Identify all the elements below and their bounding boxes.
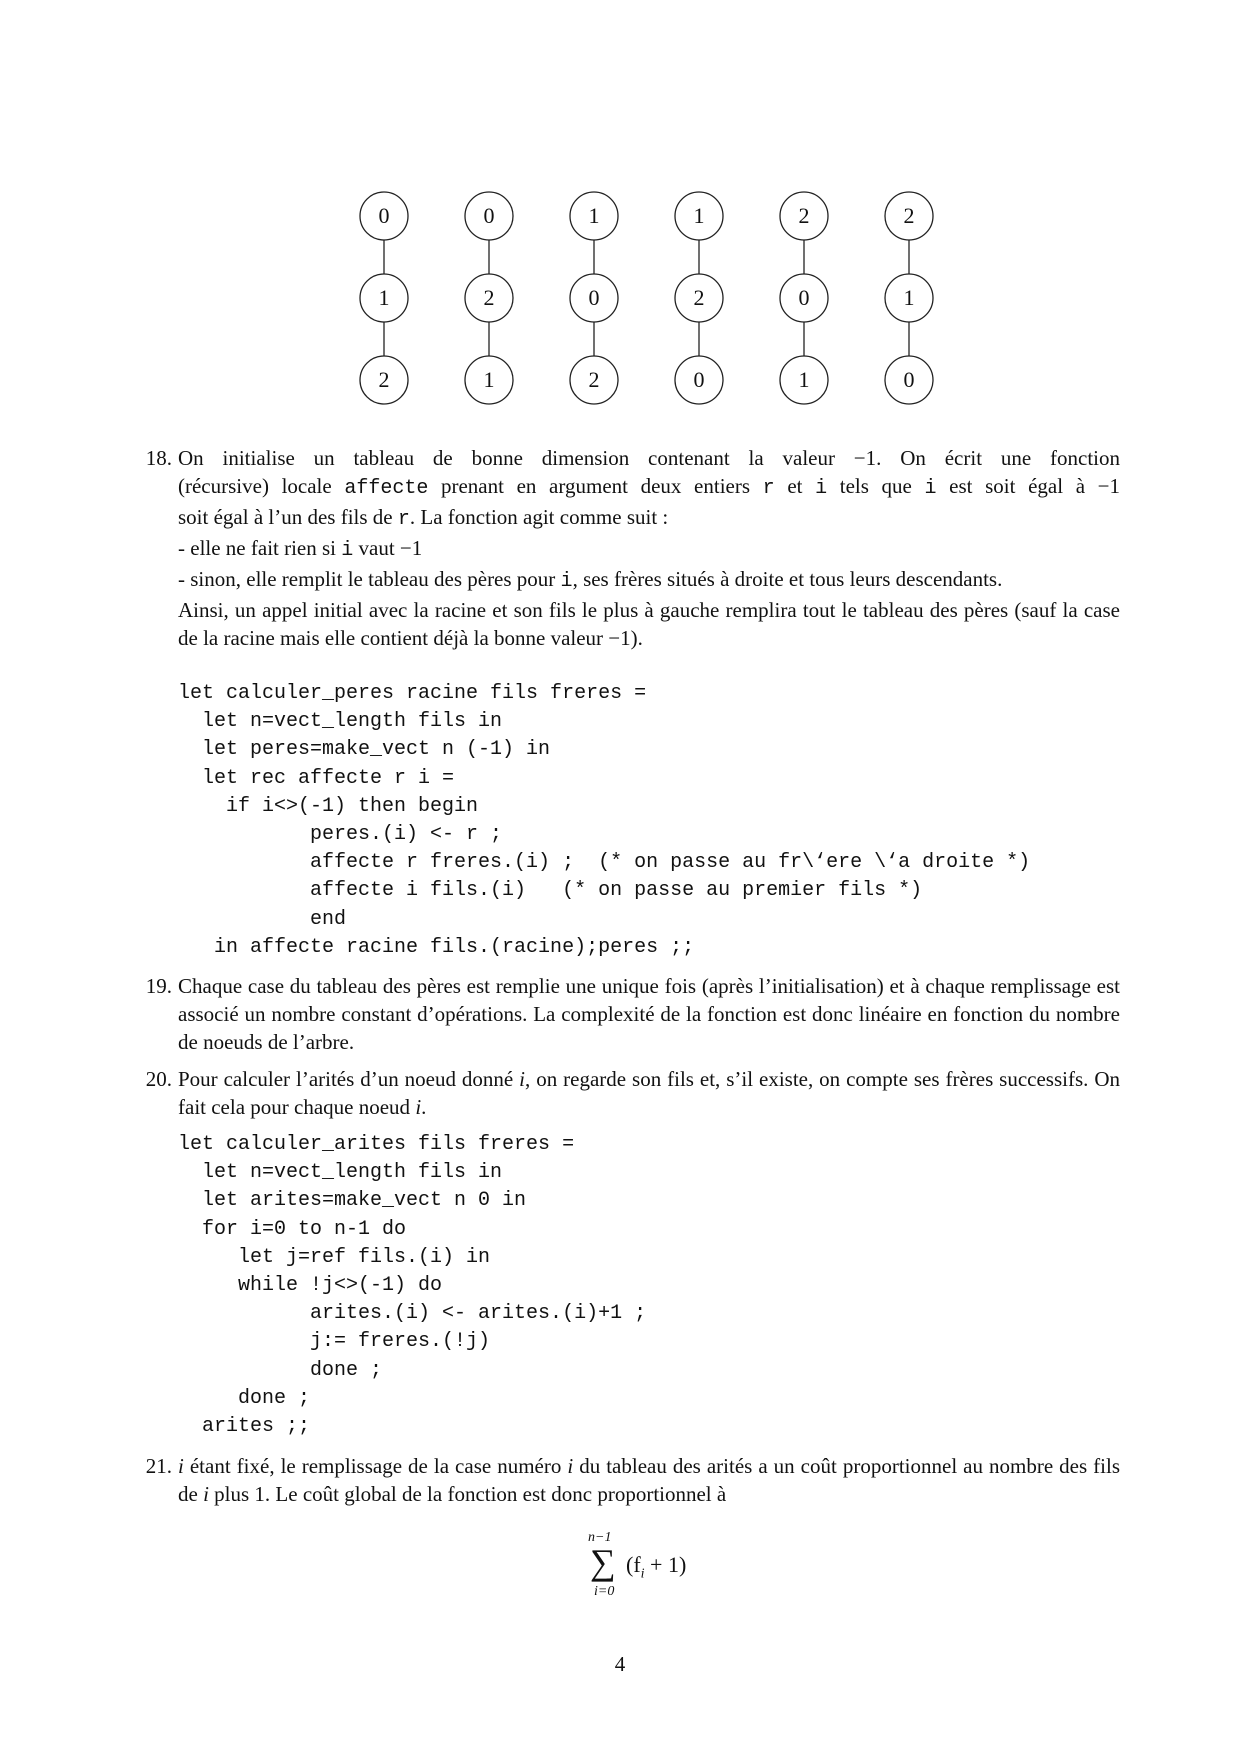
sum-upper-bound: n−1	[588, 1530, 612, 1545]
tree-1	[360, 192, 408, 404]
tree-node-label: 2	[588, 367, 600, 392]
tree-node-label: 0	[903, 367, 915, 392]
item-number: 21.	[145, 1454, 172, 1478]
code1-line: in affecte racine fils.(racine);peres ;;	[178, 935, 695, 959]
sum-lower-bound: i=0	[594, 1584, 615, 1599]
tree-node-label: 2	[693, 285, 705, 310]
sum-formula	[560, 1530, 720, 1610]
q18-line-1: On initialise un tableau de bonne dimension contenant la valeur −1. On écrit une fonction	[178, 446, 1120, 470]
tree-4	[675, 192, 723, 404]
tree-6	[885, 192, 933, 404]
sum-expression: $(f_i + 1)$	[626, 1552, 687, 1582]
code1-line: let calculer_peres racine fils freres =	[178, 682, 647, 705]
q18-closing: Ainsi, un appel initial avec la racine et son fils le plus à gauche remplira tout le tableau des pères (sauf la case de la racine mais elle contient déjà la bonne valeur −1).	[178, 598, 1120, 650]
code2-line: let j=ref fils.(i) in	[178, 1245, 491, 1269]
tree-3	[570, 192, 618, 404]
tree-node-label: 2	[378, 367, 390, 392]
q19-text: Chaque case du tableau des pères est remplie une unique fois (après l’initialisation) et à chaque remplissage est associé un nombre constant d’opérations. La complexité de la fonction est donc linéaire en fonction du nombre de noeuds de l’arbre.	[178, 974, 1120, 1054]
tree-node-label: 1	[798, 367, 810, 392]
sigma-symbol: ∑	[590, 1542, 616, 1582]
tree-diagrams	[0, 0, 1240, 420]
code1-line: peres.(i) <- r ;	[178, 823, 503, 847]
question-21	[136, 1452, 1120, 1508]
code1-line: let n=vect_length fils in	[178, 710, 503, 734]
question-19	[136, 972, 1120, 1056]
code1-line: let rec affecte r i =	[178, 766, 455, 790]
code1-line: let peres=make_vect n (-1) in	[178, 738, 551, 762]
code2-line: let arites=make_vect n 0 in	[178, 1189, 527, 1213]
code-calculer-peres	[178, 680, 1030, 962]
tree-node-label: 1	[378, 285, 390, 310]
code1-line: affecte i fils.(i) (* on passe au premier fils *)	[178, 879, 923, 903]
question-18	[136, 444, 1120, 652]
tree-node-label: 1	[903, 285, 915, 310]
code2-line: let n=vect_length fils in	[178, 1161, 503, 1185]
code2-line: done ;	[178, 1386, 311, 1410]
tree-node-label: 2	[483, 285, 495, 310]
code2-line: for i=0 to n-1 do	[178, 1217, 407, 1241]
item-number: 20.	[145, 1067, 172, 1091]
tree-5	[780, 192, 828, 404]
code2-line: arites ;;	[178, 1415, 311, 1439]
q18-bullet-1: - elle ne fait rien si i vaut −1	[178, 536, 423, 562]
code1-line: if i<>(-1) then begin	[178, 794, 479, 818]
tree-node-label: 0	[798, 285, 810, 310]
tree-node-label: 1	[483, 367, 495, 392]
code1-line: end	[178, 907, 347, 931]
code1-line: affecte r freres.(i) ; (* on passe au fr\‘ere \‘a droite *)	[178, 851, 1031, 875]
q18-line-2: (récursive) locale affecte prenant en argument deux entiers r et i tels que i est soit égal à −1	[178, 474, 1121, 500]
q20-text: Pour calculer l’arités d’un noeud donné i, on regarde son fils et, s’il existe, on compte ses frères successifs. On fait cela pour chaque noeud i.	[178, 1067, 1121, 1119]
tree-node-label: 1	[693, 203, 705, 228]
code2-line: arites.(i) <- arites.(i)+1 ;	[178, 1302, 647, 1326]
code2-line: j:= freres.(!j)	[178, 1330, 491, 1354]
q18-line-3: soit égal à l’un des fils de r. La fonction agit comme suit :	[178, 505, 669, 531]
tree-node-label: 1	[588, 203, 600, 228]
tree-node-label: 2	[903, 203, 915, 228]
code2-line: done ;	[178, 1358, 383, 1382]
item-number: 19.	[145, 974, 172, 998]
q18-bullet-2: - sinon, elle remplit le tableau des pères pour i, ses frères situés à droite et tous leurs descendants.	[178, 567, 1003, 593]
tree-node-label: 0	[378, 203, 390, 228]
q21-text: i étant fixé, le remplissage de la case numéro i du tableau des arités a un coût proportionnel au nombre des fils de i plus 1. Le coût global de la fonction est donc proportionnel à	[178, 1454, 1120, 1506]
page-number: 4	[614, 1652, 626, 1676]
code2-line: while !j<>(-1) do	[178, 1274, 443, 1298]
question-20	[136, 1065, 1120, 1121]
code-calculer-arites	[178, 1131, 646, 1441]
tree-node-label: 0	[693, 367, 705, 392]
tree-node-label: 0	[483, 203, 495, 228]
item-number: 18.	[145, 446, 172, 470]
tree-node-label: 0	[588, 285, 600, 310]
tree-2	[465, 192, 513, 404]
code2-line: let calculer_arites fils freres =	[178, 1133, 575, 1156]
tree-node-label: 2	[798, 203, 810, 228]
